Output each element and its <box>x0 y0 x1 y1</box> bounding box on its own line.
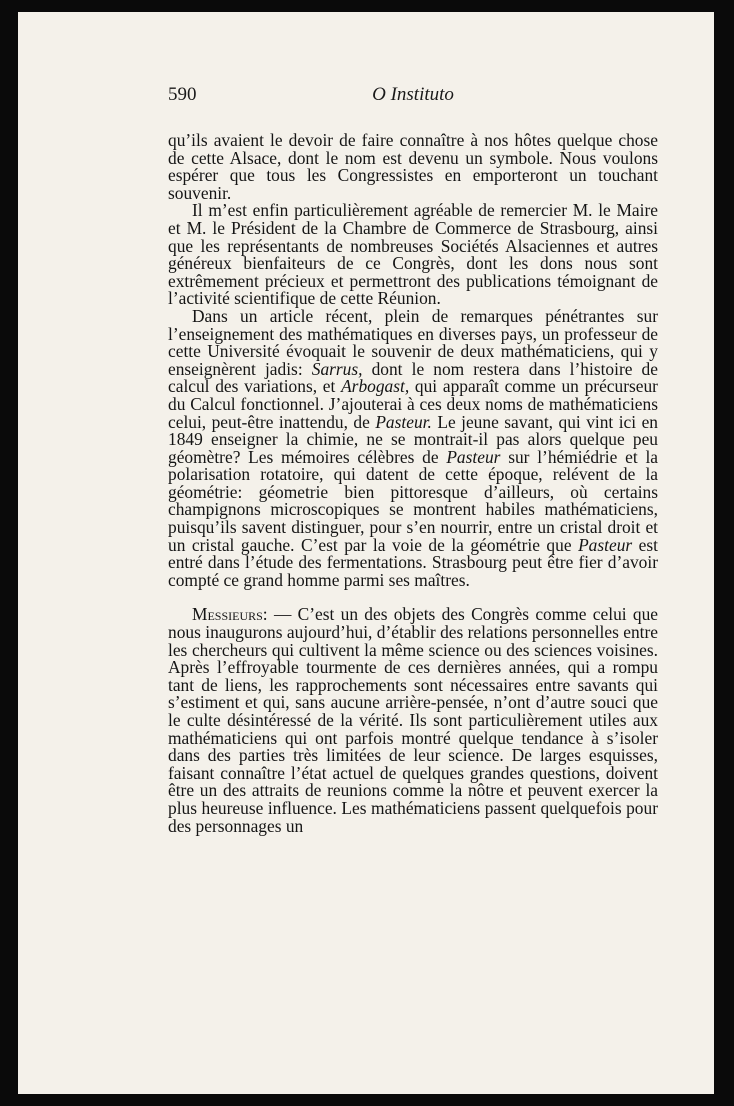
paragraph-3-text: qui apparaît comme un précurseur du Calcul fonctionnel. J’ajouterai à ces deux noms de mathématiciens celui, peut-être inattendu, de <box>168 376 658 432</box>
name-pasteur: Pasteur <box>578 534 633 555</box>
paragraph-4 <box>168 606 658 835</box>
paragraph-3-text: est entré dans l’étude des fermentations. Strasbourg peut être fier d’avoir compté ce grand homme parmi ses maîtres. <box>168 534 658 590</box>
paragraph-2: Il m’est enfin particulièrement agréable de remercier M. le Maire et M. le Président de la Chambre de Commerce de Strasbourg, ainsi que les représentants de nombreuses Sociétés Alsaciennes et autres généreux bienfaiteurs de ce Congrès, dont les dons nous sont extrêmement précieux et permettront des publications témoignant de l’activité scientifique de cette Réunion. <box>168 200 658 309</box>
running-header <box>168 84 658 114</box>
name-pasteur: Pasteur. <box>375 411 432 432</box>
paragraph-1: qu’ils avaient le devoir de faire connaître à nos hôtes quelque chose de cette Alsace, dont le nom est devenu un symbole. Nous voulons espérer que tous les Congressistes en emporteront un touchant souvenir. <box>168 130 658 203</box>
paragraph-3-text: sur l’hémiédrie et la polarisation rotatoire, qui datent de cette époque, relévent de la géométrie: géometrie bien pittoresque d’ailleurs, où certains champignons microscopiques se montrent habiles mathématiciens, puisqu’ils savent distinguer, pour s’en nourrir, entre un cristal droit et un cristal gauche. C’est par la voie de la géométrie que <box>168 446 658 555</box>
paragraph-3-text: dont le nom restera dans l’histoire de calcul des variations, et <box>168 358 658 397</box>
book-page <box>18 12 714 1094</box>
page-number: 590 <box>168 84 197 105</box>
paragraph-3 <box>168 305 658 590</box>
name-sarrus: Sarrus, <box>311 358 363 379</box>
paragraph-3-text: Le jeune savant, qui vint ici en 1849 enseigner la chimie, ne se montrait-il pas alors quelque peu géomètre? Les mémoires célèbres de <box>168 411 658 467</box>
body-text <box>168 132 658 835</box>
salutation: Messieurs: <box>192 604 268 625</box>
name-pasteur: Pasteur <box>446 446 501 467</box>
paragraph-4-text: — C’est un des objets des Congrès comme celui que nous inaugurons aujourd’hui, d’établir des relations personnelles entre les chercheurs qui cultivent la même science ou des sciences voisines. Après l’effroyable tourmente de ces dernières années, qui a rompu tant de liens, les rapprochements sont nécessaires entre savants qui s’estiment et qui, sans aucune arrière-pensée, n’ont d’autre souci que le culte désintéressé de la vérité. Ils sont particulièrement utiles aux mathématiciens qui ont parfois montré quelque tendance à s’isoler dans des parties très limitées de leur science. De larges esquisses, faisant connaître l’état actuel de quelques grandes questions, doivent être un des attraits de reunions comme la nôtre et peuvent exercer la plus heureuse influence. Les mathématiciens passent quelquefois pour des personnages un <box>168 604 658 836</box>
name-arbogast: Arbogast, <box>341 376 410 397</box>
journal-title: O Instituto <box>372 84 454 105</box>
paragraph-3-text: Dans un article récent, plein de remarques pénétrantes sur l’enseignement des mathématiques en diverses pays, un professeur de cette Université évoquait le souvenir de deux mathématiciens, qui y enseignèrent jadis: <box>168 305 658 379</box>
